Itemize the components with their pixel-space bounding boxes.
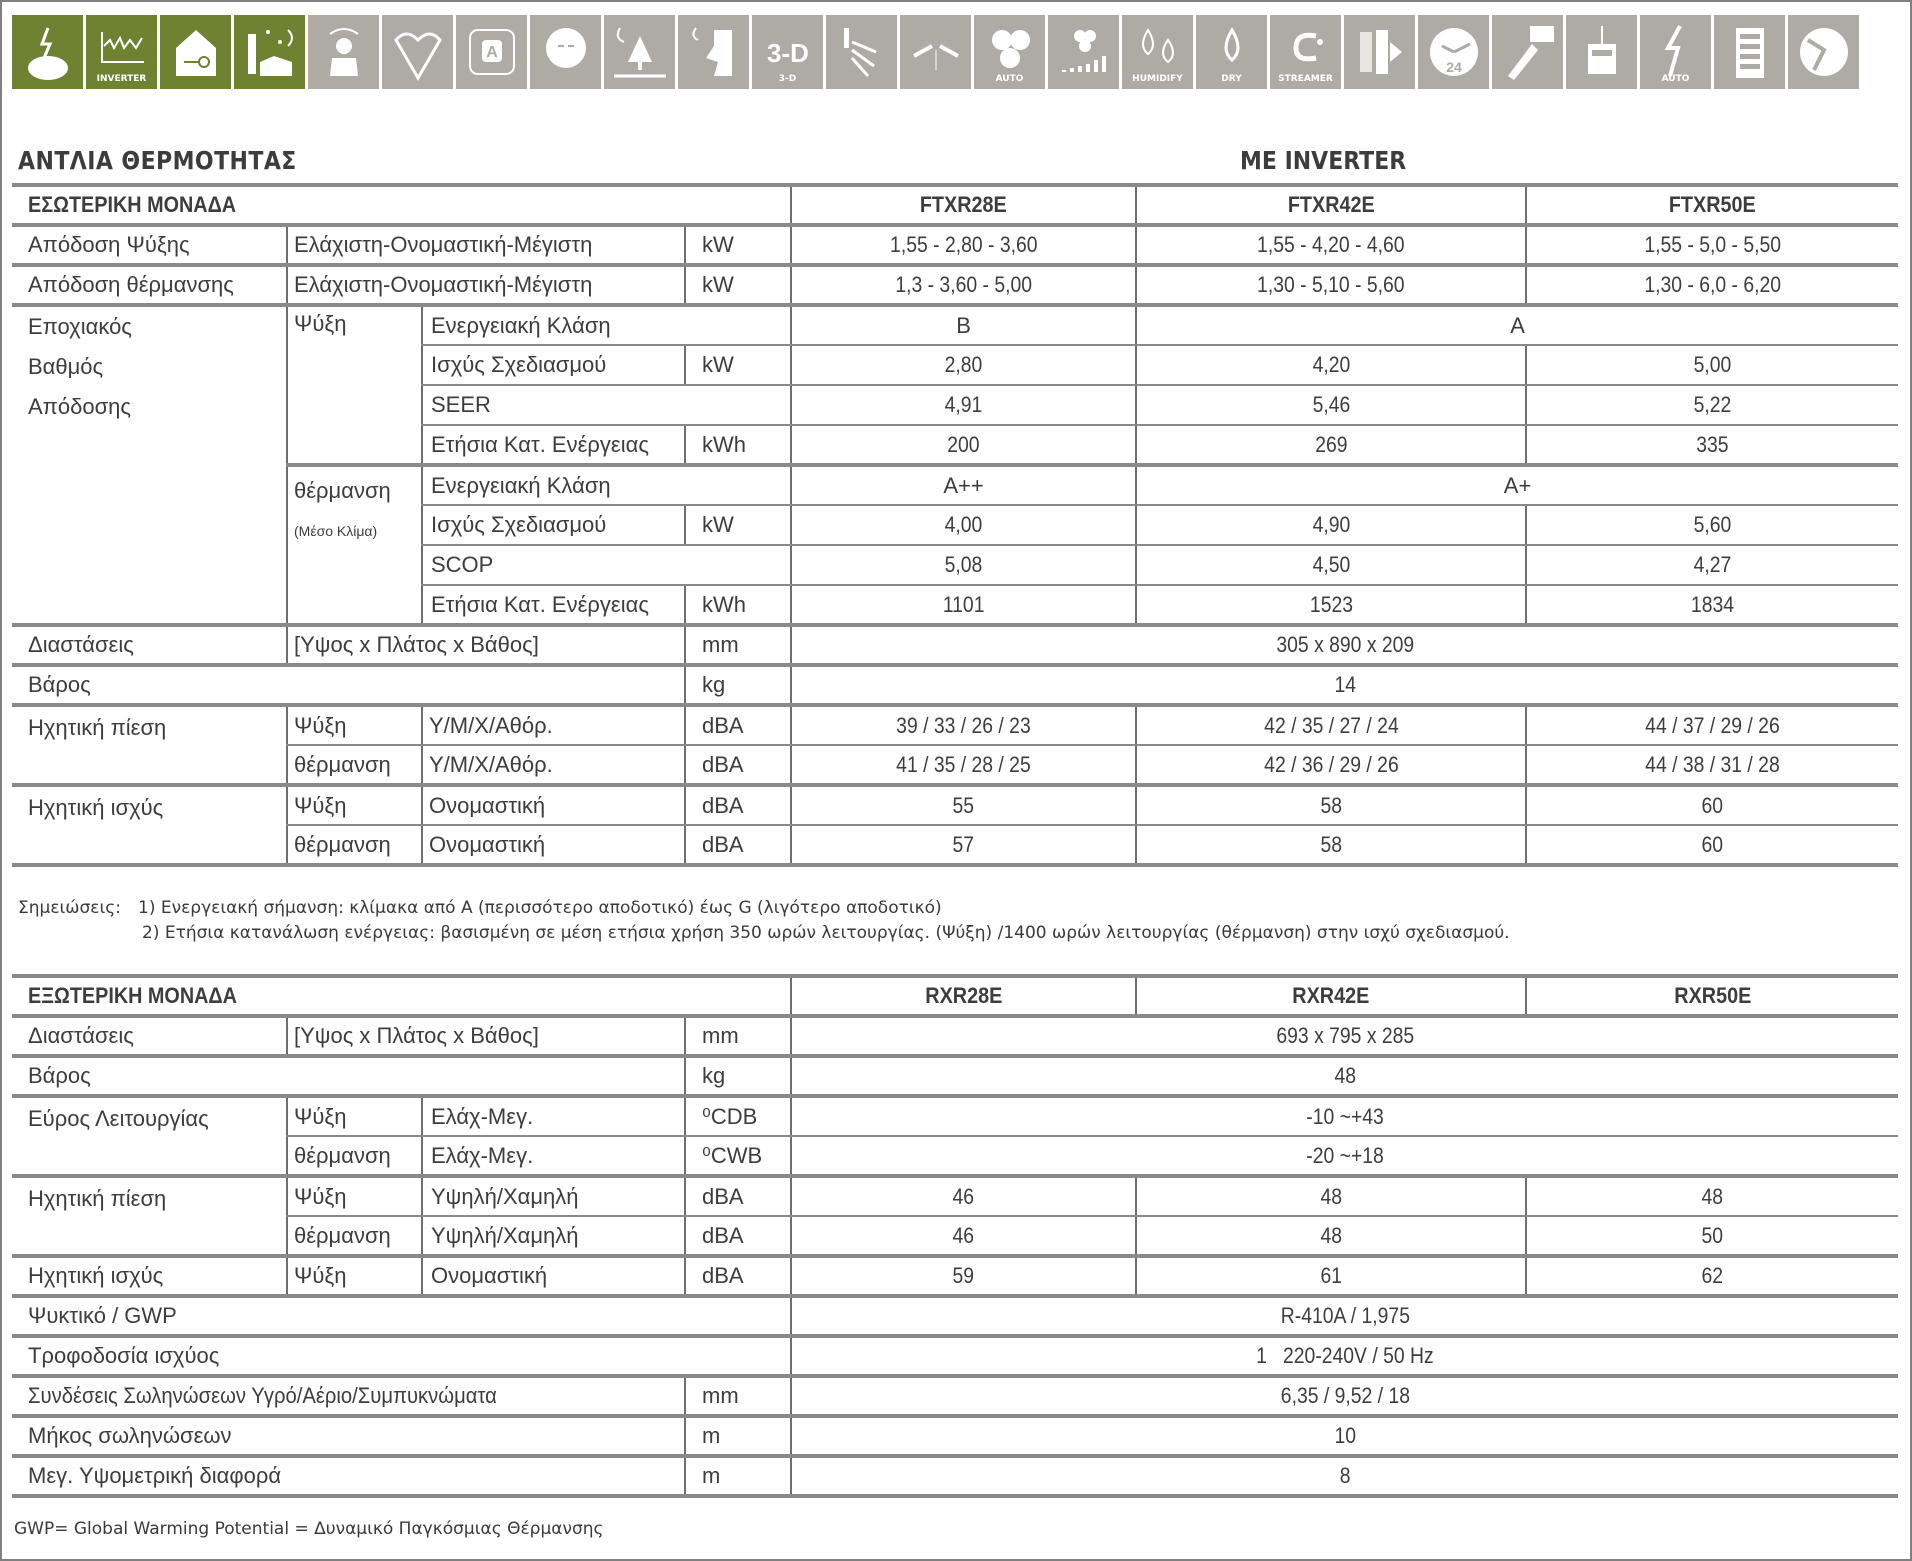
night-quiet-icon-glyph xyxy=(240,22,300,82)
value-cell: 305 x 890 x 209 xyxy=(791,625,1898,665)
indoor-dimensions-row xyxy=(12,625,1898,665)
unit-label: dBA xyxy=(685,745,791,785)
row-sublabel: [Υψος x Πλάτος x Βάθος] xyxy=(287,625,685,665)
value-cell: 4,91 xyxy=(791,385,1136,425)
outdoor-dimensions-row xyxy=(12,1016,1898,1056)
value-cell: 60 xyxy=(1526,785,1898,825)
value-cell: 1,55 - 2,80 - 3,60 xyxy=(791,225,1136,265)
value-cell: 1,55 - 5,0 - 5,50 xyxy=(1526,225,1898,265)
unit-label: dBA xyxy=(685,785,791,825)
row-sublabel: SEER xyxy=(422,385,791,425)
unit-label: kg xyxy=(685,1056,791,1096)
multi-zone-icon xyxy=(1714,15,1785,89)
value-cell: A+ xyxy=(1136,465,1898,505)
row-sublabel: Ονομαστική xyxy=(422,785,685,825)
power-supply-row xyxy=(12,1336,1898,1376)
note-item: 2) Ετήσια κατανάλωση ενέργειας: βασισμένη σε μέση ετήσια χρήση 350 ωρών λειτουργίας. (Ψύξη) /1400 ωρών λειτουργίας (θέρμανση) στην ισχύ σχεδιασμού. xyxy=(142,923,1510,943)
value-cell: 1101 xyxy=(791,585,1136,625)
value-cell: 42 / 36 / 29 / 26 xyxy=(1136,745,1526,785)
row-sublabel: Ισχύς Σχεδιασμού xyxy=(422,345,685,385)
row-label: Βάρος xyxy=(12,665,685,705)
unit-label: m xyxy=(685,1416,791,1456)
streamer-icon xyxy=(1270,15,1341,89)
value-cell: 5,22 xyxy=(1526,385,1898,425)
row-label: Ηχητική ισχύς xyxy=(12,1256,287,1296)
value-cell: 1,30 - 5,10 - 5,60 xyxy=(1136,265,1526,305)
value-cell: 62 xyxy=(1526,1256,1898,1296)
unit-label: mm xyxy=(685,625,791,665)
row-label: Μήκος σωληνώσεων xyxy=(12,1416,685,1456)
self-diagnosis-icon xyxy=(1788,15,1859,89)
unit-label: dBA xyxy=(685,705,791,745)
row-sublabel: Ισχύς Σχεδιασμού xyxy=(422,505,685,545)
24h-timer-icon xyxy=(1418,15,1489,89)
row-label: Διαστάσεις xyxy=(12,1016,287,1056)
value-cell: 58 xyxy=(1136,785,1526,825)
outdoor-header-row xyxy=(12,976,1898,1016)
home-leave-icon xyxy=(160,15,231,89)
value-cell: R-410A / 1,975 xyxy=(791,1296,1898,1336)
night-set-mode-icon xyxy=(678,15,749,89)
mode-label-text: θέρμανση xyxy=(294,478,391,503)
air-filter-icon xyxy=(1344,15,1415,89)
mode-label: θέρμανση xyxy=(287,1216,422,1256)
value-cell: 4,27 xyxy=(1526,545,1898,585)
value-cell: 2,80 xyxy=(791,345,1136,385)
unit-label: dBA xyxy=(685,1256,791,1296)
wired-remote-icon-glyph xyxy=(1572,22,1632,82)
scop-energy-class-row xyxy=(12,465,1898,505)
outdoor-sound-pressure-heating-row xyxy=(12,1216,1898,1256)
humidify-icon-glyph xyxy=(1128,22,1188,82)
auto-changeover-icon xyxy=(456,15,527,89)
row-sublabel: Υ/Μ/Χ/Αθόρ. xyxy=(422,705,685,745)
row-sublabel: Ενεργειακή Κλάση xyxy=(422,305,791,345)
value-cell: 42 / 35 / 27 / 24 xyxy=(1136,705,1526,745)
value-cell: 4,00 xyxy=(791,505,1136,545)
value-cell: -10 ~+43 xyxy=(791,1096,1898,1136)
value-cell: 8 xyxy=(791,1456,1898,1496)
unit-label: kW xyxy=(685,225,791,265)
outdoor-quiet-icon xyxy=(604,15,675,89)
unit-label: kWh xyxy=(685,585,791,625)
feature-icon-strip xyxy=(12,15,1859,89)
model-header: RXR42E xyxy=(1136,976,1526,1016)
max-height-diff-row xyxy=(12,1456,1898,1496)
outdoor-quiet-icon-glyph xyxy=(610,22,670,82)
intelligent-eye-icon xyxy=(308,15,379,89)
unit-label: kWh xyxy=(685,425,791,465)
row-label: Ηχητική ισχύς xyxy=(12,785,287,865)
mode-label: Ψύξη xyxy=(287,1256,422,1296)
value-cell: 57 xyxy=(791,825,1136,865)
auto-restart-icon-glyph xyxy=(1646,22,1706,82)
unit-label: ⁰CDB xyxy=(685,1096,791,1136)
refrigerant-row xyxy=(12,1296,1898,1336)
unit-label: mm xyxy=(685,1016,791,1056)
energy-saving-icon-glyph xyxy=(18,22,78,82)
indoor-sound-power-heating-row xyxy=(12,825,1898,865)
product-subtitle: ΜΕ INVERTER xyxy=(1240,146,1407,175)
svg-text:A: A xyxy=(485,44,498,61)
value-cell: 335 xyxy=(1526,425,1898,465)
mode-label: θέρμανση xyxy=(287,1136,422,1176)
model-header: RXR50E xyxy=(1526,976,1898,1016)
icon-caption: INVERTER xyxy=(96,74,147,84)
row-label: Ηχητική πίεση xyxy=(12,1176,287,1256)
auto-changeover-icon-glyph xyxy=(462,22,522,82)
icon-caption: HUMIDIFY xyxy=(1132,74,1183,84)
3d-airflow-icon-glyph xyxy=(758,22,818,82)
notes-block xyxy=(18,896,1510,946)
row-label: Απόδοση Ψύξης xyxy=(12,225,287,265)
piping-length-row xyxy=(12,1416,1898,1456)
streamer-icon-glyph xyxy=(1276,22,1336,82)
value-cell: 200 xyxy=(791,425,1136,465)
indoor-header-row xyxy=(12,185,1898,225)
quiet-operation-icon-glyph xyxy=(536,22,596,82)
value-cell: 41 / 35 / 28 / 25 xyxy=(791,745,1136,785)
value-cell: 61 xyxy=(1136,1256,1526,1296)
cooling-capacity-row xyxy=(12,225,1898,265)
horizontal-swing-icon-glyph xyxy=(906,22,966,82)
value-cell: 1,30 - 6,0 - 6,20 xyxy=(1526,265,1898,305)
icon-caption: DRY xyxy=(1221,74,1242,84)
model-header: FTXR42E xyxy=(1136,185,1526,225)
3d-airflow-icon xyxy=(752,15,823,89)
value-cell: 46 xyxy=(791,1216,1136,1256)
value-cell: 1523 xyxy=(1136,585,1526,625)
dry-mode-icon xyxy=(1196,15,1267,89)
row-label: Ψυκτικό / GWP xyxy=(12,1296,791,1336)
horizontal-swing-icon xyxy=(900,15,971,89)
value-cell: 39 / 33 / 26 / 23 xyxy=(791,705,1136,745)
row-sublabel: Ελάχιστη-Ονομαστική-Μέγιστη xyxy=(287,265,685,305)
unit-label: dBA xyxy=(685,1176,791,1216)
label-line: Εποχιακός xyxy=(28,314,132,339)
outdoor-unit-spec-table xyxy=(12,974,1898,1498)
value-cell: 60 xyxy=(1526,825,1898,865)
value-cell: 4,20 xyxy=(1136,345,1526,385)
indoor-sound-pressure-heating-row xyxy=(12,745,1898,785)
row-label: Βάρος xyxy=(12,1056,685,1096)
home-leave-icon-glyph xyxy=(166,22,226,82)
value-cell: 44 / 38 / 31 / 28 xyxy=(1526,745,1898,785)
model-header: FTXR50E xyxy=(1526,185,1898,225)
row-sublabel: Ελάχ-Μεγ. xyxy=(422,1096,685,1136)
value-cell: 4,50 xyxy=(1136,545,1526,585)
value-cell: 58 xyxy=(1136,825,1526,865)
outdoor-section-label: ΕΞΩΤΕΡΙΚΗ ΜΟΝΑΔΑ xyxy=(12,976,791,1016)
icon-caption: AUTO xyxy=(1661,74,1690,84)
row-label: Εύρος Λειτουργίας xyxy=(12,1096,287,1176)
indoor-sound-pressure-cooling-row xyxy=(12,705,1898,745)
svg-text:24: 24 xyxy=(1445,59,1462,75)
air-filter-icon-glyph xyxy=(1350,22,1410,82)
seer-energy-class-row xyxy=(12,305,1898,345)
row-sublabel: Ελάχιστη-Ονομαστική-Μέγιστη xyxy=(287,225,685,265)
icon-caption: AUTO xyxy=(995,74,1024,84)
row-sublabel: Υψηλή/Χαμηλή xyxy=(422,1176,685,1216)
heating-capacity-row xyxy=(12,265,1898,305)
value-cell: 269 xyxy=(1136,425,1526,465)
value-cell: 55 xyxy=(791,785,1136,825)
value-cell: 1,55 - 4,20 - 4,60 xyxy=(1136,225,1526,265)
remote-control-icon xyxy=(1492,15,1563,89)
notes-label: Σημειώσεις: xyxy=(18,898,121,918)
inverter-icon xyxy=(86,15,157,89)
dry-mode-icon-glyph xyxy=(1202,22,1262,82)
value-cell: -20 ~+18 xyxy=(791,1136,1898,1176)
mode-label: Ψύξη xyxy=(287,305,422,465)
value-cell: 1834 xyxy=(1526,585,1898,625)
icon-caption: 3-D xyxy=(778,74,797,84)
model-header: FTXR28E xyxy=(791,185,1136,225)
row-sublabel: [Υψος x Πλάτος x Βάθος] xyxy=(287,1016,685,1056)
value-cell: 44 / 37 / 29 / 26 xyxy=(1526,705,1898,745)
auto-restart-icon xyxy=(1640,15,1711,89)
value-cell: 48 xyxy=(1136,1216,1526,1256)
product-type-title: ΑΝΤΛΙΑ ΘΕΡΜΟΤΗΤΑΣ xyxy=(18,146,297,175)
row-label: Συνδέσεις Σωληνώσεων Υγρό/Αέριο/Συμπυκνώματα xyxy=(12,1376,685,1416)
humidify-icon xyxy=(1122,15,1193,89)
seasonal-efficiency-label xyxy=(12,305,287,625)
remote-control-icon-glyph xyxy=(1498,22,1558,82)
note-item: 1) Ενεργειακή σήμανση: κλίμακα από A (περισσότερο αποδοτικό) έως G (λιγότερο αποδοτικό) xyxy=(138,898,942,918)
value-cell: A++ xyxy=(791,465,1136,505)
unit-label: m xyxy=(685,1456,791,1496)
indoor-weight-row xyxy=(12,665,1898,705)
value-cell: 48 xyxy=(791,1056,1898,1096)
vertical-swing-icon-glyph xyxy=(832,22,892,82)
label-line: Απόδοσης xyxy=(28,394,131,419)
row-sublabel: Υ/Μ/Χ/Αθόρ. xyxy=(422,745,685,785)
row-sublabel: Ονομαστική xyxy=(422,825,685,865)
row-label: Διαστάσεις xyxy=(12,625,287,665)
quiet-operation-icon xyxy=(530,15,601,89)
energy-saving-icon xyxy=(12,15,83,89)
value-cell: 50 xyxy=(1526,1216,1898,1256)
operating-range-cooling-row xyxy=(12,1096,1898,1136)
value-cell: 4,90 xyxy=(1136,505,1526,545)
row-sublabel: Ετήσια Κατ. Ενέργειας xyxy=(422,425,685,465)
comfort-mode-icon xyxy=(382,15,453,89)
indoor-unit-spec-table xyxy=(12,183,1898,867)
label-line: Βαθμός xyxy=(28,354,104,379)
row-sublabel: SCOP xyxy=(422,545,791,585)
fan-speed-steps-icon-glyph xyxy=(1054,22,1114,82)
row-sublabel: Ονομαστική xyxy=(422,1256,685,1296)
value-cell: 10 xyxy=(791,1416,1898,1456)
mode-label: Ψύξη xyxy=(287,1096,422,1136)
row-sublabel: Υψηλή/Χαμηλή xyxy=(422,1216,685,1256)
operating-range-heating-row xyxy=(12,1136,1898,1176)
night-quiet-icon xyxy=(234,15,305,89)
value-cell: 14 xyxy=(791,665,1898,705)
multi-zone-icon-glyph xyxy=(1720,22,1780,82)
comfort-mode-icon-glyph xyxy=(388,22,448,82)
wired-remote-icon xyxy=(1566,15,1637,89)
icon-caption: STREAMER xyxy=(1278,74,1333,84)
indoor-section-label: ΕΣΩΤΕΡΙΚΗ ΜΟΝΑΔΑ xyxy=(12,185,791,225)
value-cell: 1,3 - 3,60 - 5,00 xyxy=(791,265,1136,305)
unit-label: dBA xyxy=(685,1216,791,1256)
row-label: Μεγ. Υψομετρική διαφορά xyxy=(12,1456,685,1496)
self-diagnosis-icon-glyph xyxy=(1794,22,1854,82)
outdoor-sound-power-row xyxy=(12,1256,1898,1296)
row-sublabel: Ελάχ-Μεγ. xyxy=(422,1136,685,1176)
value-cell: 1 220-240V / 50 Hz xyxy=(791,1336,1898,1376)
unit-label: kW xyxy=(685,345,791,385)
intelligent-eye-icon-glyph xyxy=(314,22,374,82)
mode-label: θέρμανση xyxy=(287,825,422,865)
auto-fan-icon xyxy=(974,15,1045,89)
row-sublabel: Ενεργειακή Κλάση xyxy=(422,465,791,505)
value-cell: 5,46 xyxy=(1136,385,1526,425)
gwp-footnote: GWP= Global Warming Potential = Δυναμικό Παγκόσμιας Θέρμανσης xyxy=(14,1519,604,1539)
value-cell: 48 xyxy=(1136,1176,1526,1216)
mode-label: Ψύξη xyxy=(287,705,422,745)
unit-label: kW xyxy=(685,505,791,545)
row-label: Απόδοση θέρμανσης xyxy=(12,265,287,305)
night-set-mode-icon-glyph xyxy=(684,22,744,82)
piping-connections-row xyxy=(12,1376,1898,1416)
vertical-swing-icon xyxy=(826,15,897,89)
value-cell: 5,00 xyxy=(1526,345,1898,385)
unit-label: kW xyxy=(685,265,791,305)
unit-label: kg xyxy=(685,665,791,705)
outdoor-weight-row xyxy=(12,1056,1898,1096)
fan-speed-steps-icon xyxy=(1048,15,1119,89)
mode-label xyxy=(287,465,422,625)
value-cell: 5,08 xyxy=(791,545,1136,585)
mode-label: Ψύξη xyxy=(287,785,422,825)
model-header: RXR28E xyxy=(791,976,1136,1016)
unit-label: dBA xyxy=(685,825,791,865)
value-cell: 46 xyxy=(791,1176,1136,1216)
row-label: Τροφοδοσία ισχύος xyxy=(12,1336,791,1376)
value-cell: B xyxy=(791,305,1136,345)
mode-label: θέρμανση xyxy=(287,745,422,785)
value-cell: A xyxy=(1136,305,1898,345)
value-cell: 693 x 795 x 285 xyxy=(791,1016,1898,1056)
row-sublabel: Ετήσια Κατ. Ενέργειας xyxy=(422,585,685,625)
24h-timer-icon-glyph xyxy=(1424,22,1484,82)
value-cell: 6,35 / 9,52 / 18 xyxy=(791,1376,1898,1416)
indoor-sound-power-cooling-row xyxy=(12,785,1898,825)
row-label: Ηχητική πίεση xyxy=(12,705,287,785)
auto-fan-icon-glyph xyxy=(980,22,1040,82)
unit-label: mm xyxy=(685,1376,791,1416)
value-cell: 59 xyxy=(791,1256,1136,1296)
mode-label: Ψύξη xyxy=(287,1176,422,1216)
value-cell: 5,60 xyxy=(1526,505,1898,545)
unit-label: ⁰CWB xyxy=(685,1136,791,1176)
svg-text:3-D: 3-D xyxy=(766,38,809,68)
inverter-icon-glyph xyxy=(92,22,152,82)
climate-sublabel: (Μέσο Κλίμα) xyxy=(294,523,378,539)
outdoor-sound-pressure-cooling-row xyxy=(12,1176,1898,1216)
value-cell: 48 xyxy=(1526,1176,1898,1216)
